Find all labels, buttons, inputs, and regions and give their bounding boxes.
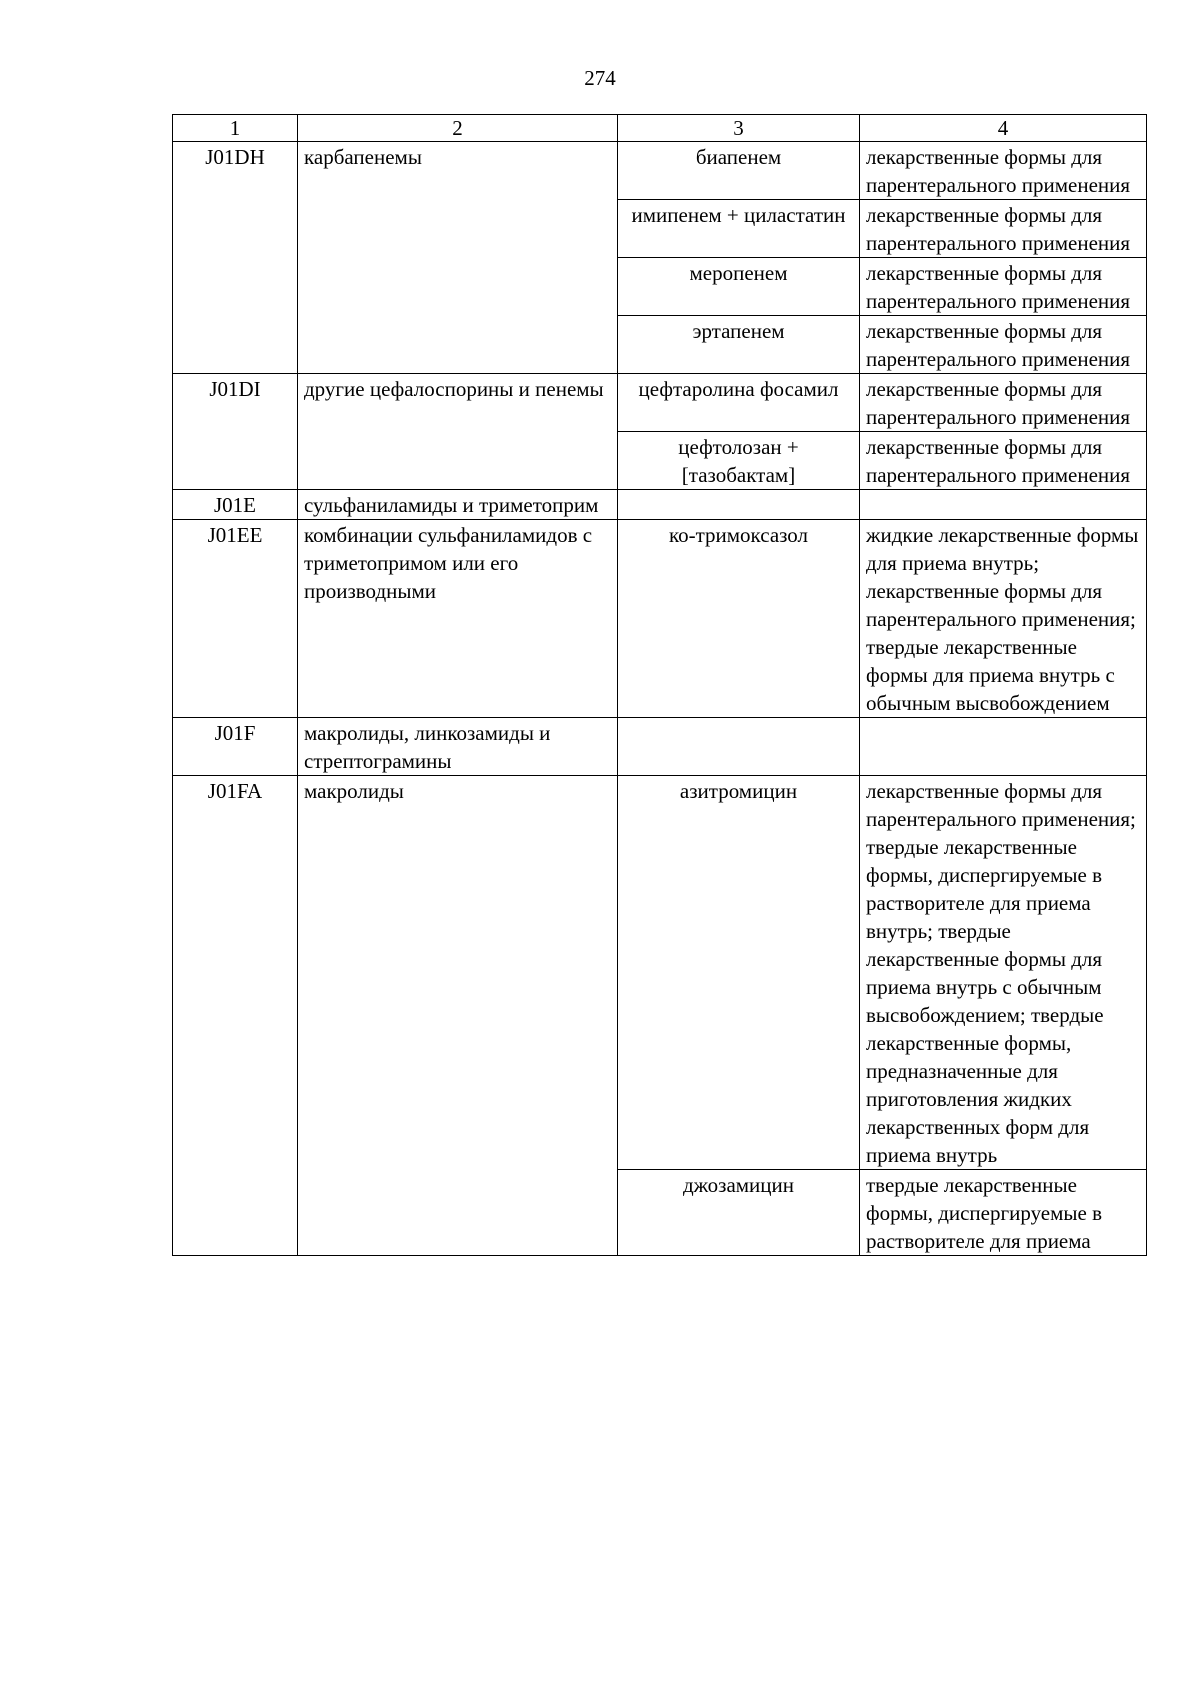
drug-name: азитромицин (618, 776, 860, 1170)
dosage-form: лекарственные формы для парентерального применения (860, 142, 1147, 200)
header-col-1: 1 (173, 115, 298, 142)
atc-code: J01DI (173, 374, 298, 490)
drug-name-empty (618, 718, 860, 776)
table-header-row (173, 115, 1147, 142)
atc-code: J01DH (173, 142, 298, 374)
table-row (173, 718, 1147, 776)
dosage-form-empty (860, 718, 1147, 776)
drug-table (172, 114, 1147, 1256)
dosage-form: лекарственные формы для парентерального применения (860, 374, 1147, 432)
dosage-form: лекарственные формы для парентерального применения (860, 258, 1147, 316)
atc-code: J01EE (173, 520, 298, 718)
drug-name: имипенем + циластатин (618, 200, 860, 258)
table-row (173, 520, 1147, 718)
group-name: комбинации сульфаниламидов с триметопримом или его производными (298, 520, 618, 718)
drug-name: цефтолозан + [тазобактам] (618, 432, 860, 490)
group-name: сульфаниламиды и триметоприм (298, 490, 618, 520)
dosage-form: лекарственные формы для парентерального применения; твердые лекарственные формы, диспергируемые в растворителе для приема внутрь; твердые лекарственные формы для приема внутрь с обычным высвобождением; твердые лекарственные формы, предназначенные для приготовления жидких лекарственных форм для приема внутрь (860, 776, 1147, 1170)
dosage-form: твердые лекарственные формы, диспергируемые в растворителе для приема (860, 1170, 1147, 1256)
drug-name: цефтаролина фосамил (618, 374, 860, 432)
table-row (173, 142, 1147, 200)
drug-name: ко-тримоксазол (618, 520, 860, 718)
atc-code: J01E (173, 490, 298, 520)
dosage-form-empty (860, 490, 1147, 520)
header-col-2: 2 (298, 115, 618, 142)
table-row (173, 490, 1147, 520)
table-row (173, 374, 1147, 432)
group-name: макролиды, линкозамиды и стрептограмины (298, 718, 618, 776)
atc-code: J01F (173, 718, 298, 776)
drug-name: биапенем (618, 142, 860, 200)
drug-name: меропенем (618, 258, 860, 316)
page-number: 274 (584, 66, 616, 90)
dosage-form: лекарственные формы для парентерального применения (860, 316, 1147, 374)
table-row (173, 776, 1147, 1170)
group-name: другие цефалоспорины и пенемы (298, 374, 618, 490)
header-col-4: 4 (860, 115, 1147, 142)
header-col-3: 3 (618, 115, 860, 142)
atc-code: J01FA (173, 776, 298, 1256)
dosage-form: жидкие лекарственные формы для приема внутрь; лекарственные формы для парентерального применения; твердые лекарственные формы для приема внутрь с обычным высвобождением (860, 520, 1147, 718)
dosage-form: лекарственные формы для парентерального применения (860, 432, 1147, 490)
drug-name-empty (618, 490, 860, 520)
group-name: макролиды (298, 776, 618, 1256)
drug-name: эртапенем (618, 316, 860, 374)
drug-name: джозамицин (618, 1170, 860, 1256)
dosage-form: лекарственные формы для парентерального применения (860, 200, 1147, 258)
group-name: карбапенемы (298, 142, 618, 374)
